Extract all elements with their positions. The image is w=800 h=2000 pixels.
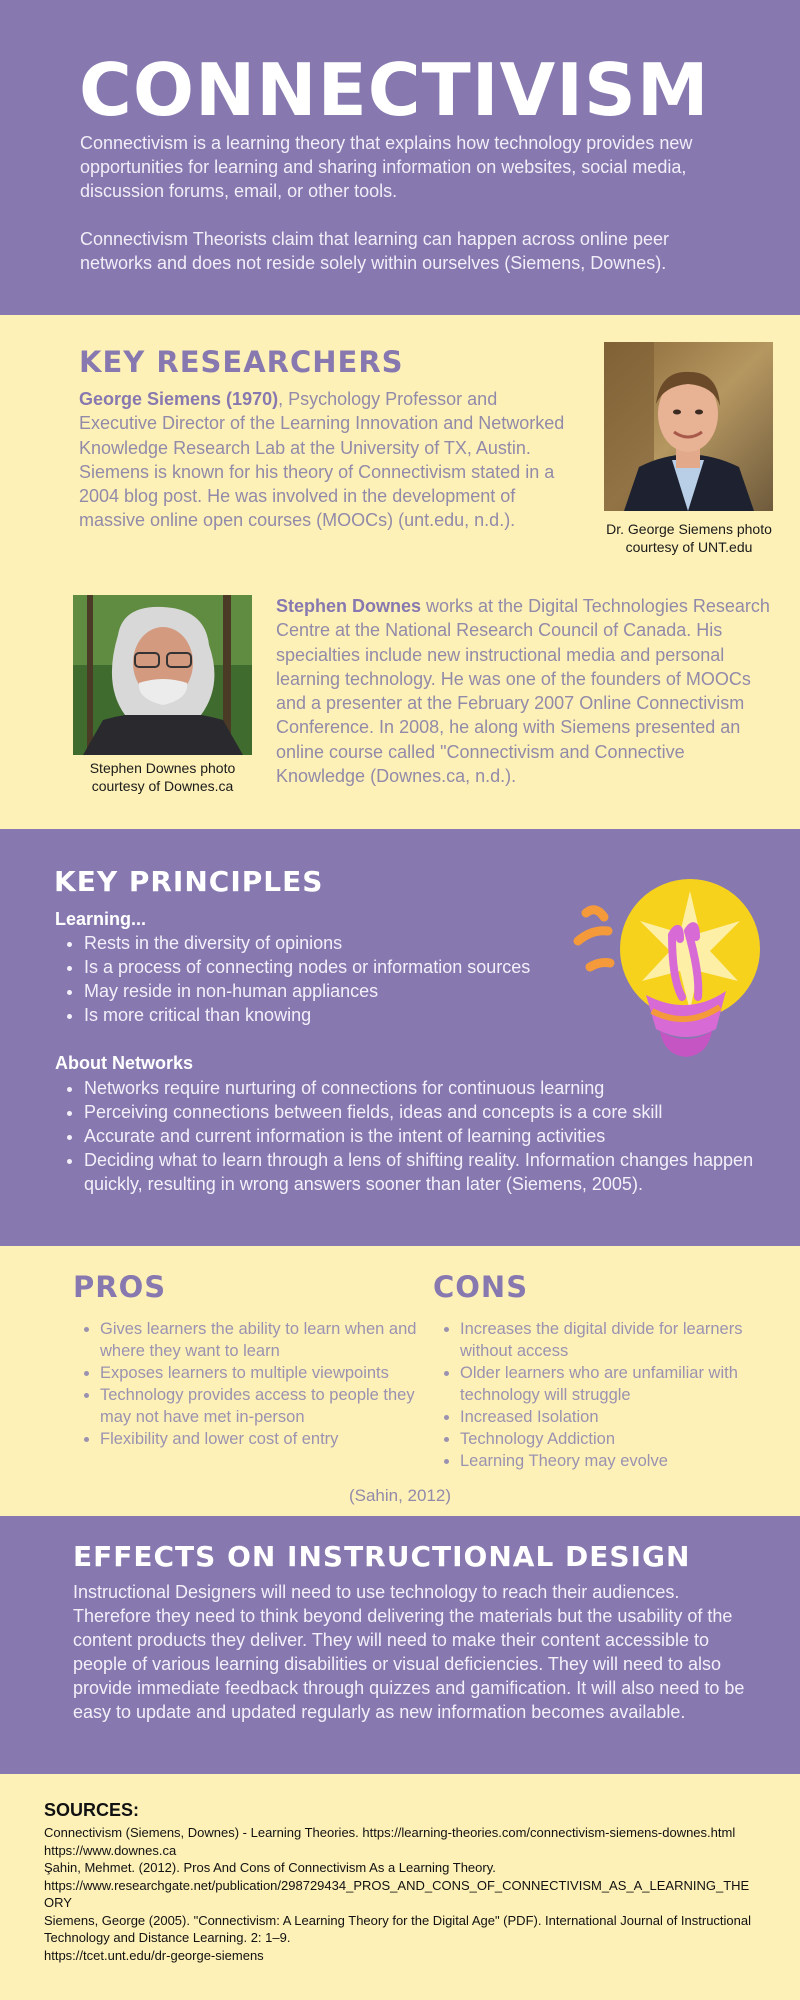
list-item: • Learning Theory may evolve — [460, 1450, 780, 1472]
theorists-paragraph: Connectivism Theorists claim that learning can happen across online peer networks and does not reside solely within ourselves (Siemens, Downes). — [80, 229, 669, 273]
list-item: • Gives learners the ability to learn when and where they want to learn — [100, 1318, 430, 1362]
pros-cons-section — [0, 1246, 800, 1516]
siemens-photo — [604, 342, 773, 511]
downes-caption: Stephen Downes photo courtesy of Downes.ca — [89, 760, 236, 794]
lightbulb-icon — [568, 869, 768, 1069]
downes-photo — [73, 595, 252, 755]
list-item: • Accurate and current information is the intent of learning activities — [84, 1124, 784, 1148]
downes-text: works at the Digital Technologies Research Centre at the National Research Council of Canada. His specialties include new instructional media and personal learning technology. He was one of the founders of MOOCs and a presenter at the February 2007 Online Connectivism Conference. In 2008, he along with Siemens presented an online course called "Connectivism and Connective Knowledge (Downes.ca, n.d.). — [276, 596, 770, 787]
effects-paragraph: Instructional Designers will need to use technology to reach their audiences. Therefore they need to think beyond delivering the materials but the usability of the content products they deliver. They will need to make their content accessible to people of various learning disabilities or visual deficiencies. They will need to also provide immediate feedback through quizzes and gamification. It will also need to be easy to update and updated regularly as new information becomes available. — [73, 1582, 745, 1722]
siemens-name: George Siemens (1970) — [79, 389, 279, 409]
researchers-section — [0, 315, 800, 829]
source-item: https://www.researchgate.net/publication/298729434_PROS_AND_CONS_OF_CONNECTIVISM_AS_A_LEARNING_THEORY — [44, 1877, 750, 1910]
list-item: • Perceiving connections between fields, ideas and concepts is a core skill — [84, 1100, 784, 1124]
list-item: • Technology provides access to people they may not have met in-person — [100, 1384, 430, 1428]
principles-section — [0, 829, 800, 1246]
pros-list — [73, 1318, 430, 1450]
list-item: • Flexibility and lower cost of entry — [100, 1428, 430, 1450]
effects-title: EFFECTS ON INSTRUCTIONAL DESIGN — [73, 1540, 691, 1573]
source-item: Şahin, Mehmet. (2012). Pros And Cons of Connectivism As a Learning Theory. — [44, 1860, 496, 1875]
list-item: • Networks require nurturing of connections for continuous learning — [84, 1076, 784, 1100]
list-item: • Increases the digital divide for learners without access — [460, 1318, 780, 1362]
page-title: CONNECTIVISM — [79, 48, 710, 132]
effects-section — [0, 1516, 800, 1774]
siemens-bio — [79, 387, 567, 533]
learning-list — [55, 931, 624, 1027]
principles-title: KEY PRINCIPLES — [54, 865, 324, 898]
learning-heading: Learning... — [55, 909, 147, 929]
downes-portrait-image — [73, 595, 252, 755]
source-item: https://www.downes.ca — [44, 1842, 177, 1858]
list-item: • Older learners who are unfamiliar with technology will struggle — [460, 1362, 780, 1406]
sources-list — [44, 1824, 754, 1964]
siemens-portrait-image — [604, 342, 773, 511]
pros-title: PROS — [73, 1270, 167, 1304]
list-item: • Is more critical than knowing — [84, 1003, 624, 1027]
hero-section — [0, 0, 800, 315]
list-item: • May reside in non-human appliances — [84, 979, 624, 1003]
list-item: • Rests in the diversity of opinions — [84, 931, 624, 955]
sources-section — [0, 1774, 800, 2000]
source-item: https://tcet.unt.edu/dr-george-siemens — [44, 1947, 264, 1963]
downes-name: Stephen Downes — [276, 596, 422, 616]
list-item: • Increased Isolation — [460, 1406, 780, 1428]
downes-bio — [276, 594, 772, 788]
list-item: • Exposes learners to multiple viewpoints — [100, 1362, 430, 1384]
source-item: Siemens, George (2005). "Connectivism: A Learning Theory for the Digital Age" (PDF). International Journal of Instructional Technology and Distance Learning. 2: 1–9. — [44, 1912, 752, 1945]
sources-title: SOURCES: — [44, 1800, 140, 1820]
networks-list — [55, 1076, 784, 1196]
intro-paragraph: Connectivism is a learning theory that explains how technology provides new opportunities for learning and sharing information on websites, social media, discussion forums, email, or other tools. — [80, 133, 693, 201]
researchers-title: KEY RESEARCHERS — [79, 345, 404, 379]
list-item: • Is a process of connecting nodes or information sources — [84, 955, 624, 979]
source-item: Connectivism (Siemens, Downes) - Learning Theories. https://learning-theories.com/connectivism-siemens-downes.html — [44, 1825, 736, 1840]
list-item: • Technology Addiction — [460, 1428, 780, 1450]
networks-heading: About Networks — [55, 1053, 194, 1073]
pros-cons-citation: (Sahin, 2012) — [348, 1486, 452, 1505]
siemens-caption: Dr. George Siemens photo courtesy of UNT.edu — [606, 521, 772, 555]
cons-list — [433, 1318, 780, 1472]
siemens-text: , Psychology Professor and Executive Director of the Learning Innovation and Networked Knowledge Research Lab at the University of TX, Austin. Siemens is known for his theory of Connectivism stated in a 2004 blog post. He was involved in the development of massive online open courses (MOOCs) (unt.edu, n.d.). — [79, 389, 565, 531]
list-item: • Deciding what to learn through a lens of shifting reality. Information changes happen quickly, resulting in wrong answers sooner than later (Siemens, 2005). — [84, 1148, 784, 1196]
cons-title: CONS — [433, 1270, 529, 1304]
